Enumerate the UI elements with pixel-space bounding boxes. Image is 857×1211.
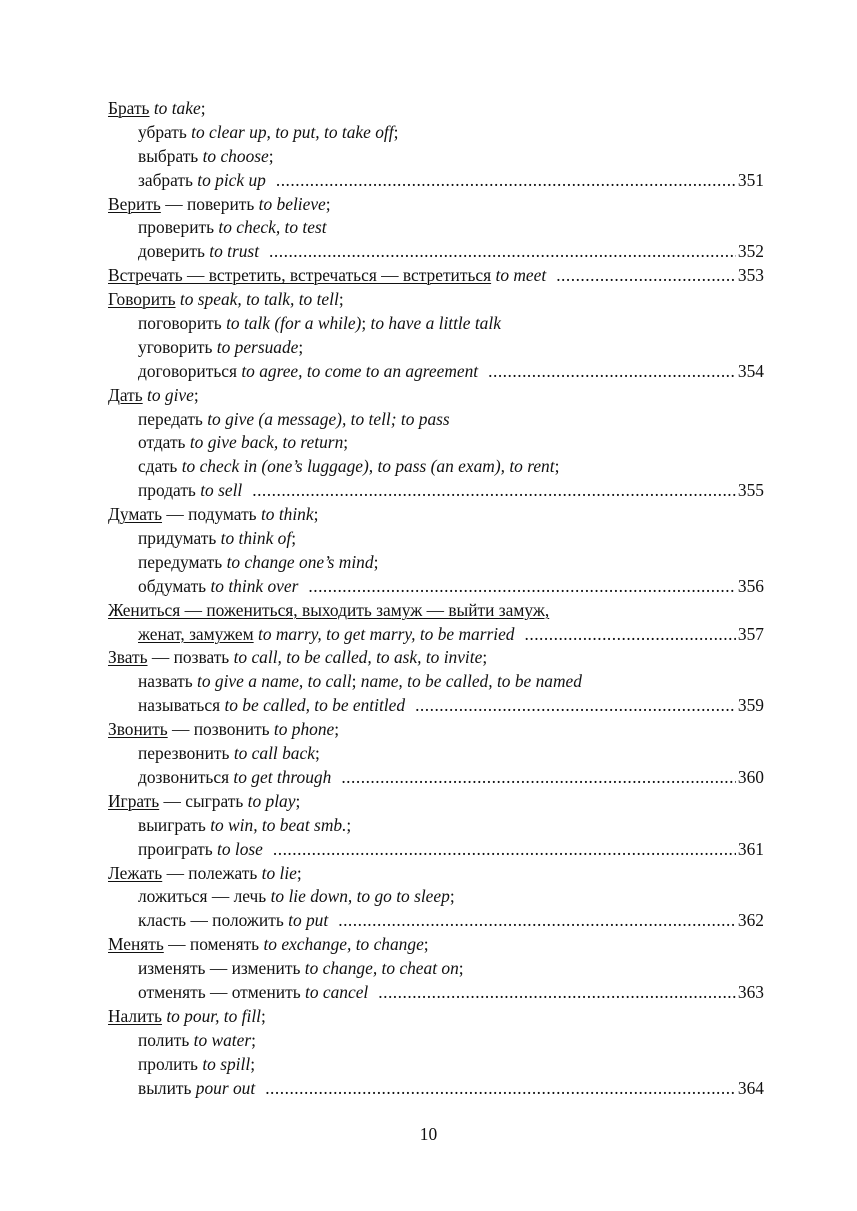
- entry-text: [138, 1053, 255, 1077]
- page-ref: 361: [737, 838, 764, 859]
- page-ref: 351: [737, 169, 764, 190]
- entry-text: [138, 957, 464, 981]
- translation: to lie down, to go to sleep: [270, 886, 450, 907]
- word: — позвонить: [167, 719, 274, 740]
- word: назвать: [138, 671, 198, 692]
- translation: pour out: [195, 1077, 256, 1098]
- translation: to persuade: [216, 336, 299, 357]
- word: ;: [361, 313, 371, 334]
- toc-entry: [108, 193, 764, 217]
- word: ;: [458, 958, 464, 979]
- entry-text: [108, 646, 487, 670]
- toc-subentry: [108, 1029, 764, 1053]
- toc-subentry: [108, 838, 764, 862]
- word: ;: [373, 551, 379, 572]
- toc-subentry: [108, 312, 764, 336]
- word: ;: [334, 719, 340, 740]
- translation: to give back, to return: [189, 432, 344, 453]
- table-of-contents: [108, 97, 764, 1100]
- entry-text: [138, 455, 559, 479]
- toc-subentry: [108, 145, 764, 169]
- word: ;: [261, 1005, 266, 1026]
- word: забрать: [138, 169, 198, 190]
- headword: Брать: [108, 98, 150, 118]
- toc-subentry: [108, 1077, 764, 1101]
- toc-subentry: [108, 670, 764, 694]
- word: — сыграть: [159, 790, 248, 811]
- translation: to pick up: [197, 169, 266, 190]
- toc-entry: [108, 718, 764, 742]
- dot-leader: [273, 838, 736, 862]
- translation: to think of: [220, 528, 292, 549]
- word: ;: [251, 1029, 256, 1050]
- entry-text: [138, 408, 450, 432]
- translation: name, to be called, to be named: [360, 671, 582, 692]
- word: ;: [314, 743, 320, 764]
- page-ref: 362: [737, 910, 764, 931]
- translation: to get through: [233, 766, 332, 787]
- toc-entry: [108, 288, 764, 312]
- toc-subentry: [108, 575, 764, 599]
- word: ;: [193, 384, 199, 405]
- word: пролить: [138, 1053, 203, 1074]
- word: передумать: [138, 551, 227, 572]
- entry-text: [138, 838, 263, 862]
- translation: to give: [147, 384, 194, 405]
- entry-text: [138, 479, 242, 503]
- headword: Говорить: [108, 289, 176, 310]
- toc-subentry: [108, 814, 764, 838]
- word: обдумать: [138, 575, 211, 596]
- word: поговорить: [138, 313, 227, 334]
- toc-subentry: [108, 431, 764, 455]
- word: ;: [268, 145, 274, 166]
- toc-subentry: [108, 766, 764, 790]
- page-ref: 359: [737, 695, 764, 716]
- word: ;: [291, 528, 297, 549]
- dot-leader: [338, 909, 736, 933]
- dot-leader: [525, 623, 736, 647]
- translation: to phone: [273, 719, 335, 740]
- word: ;: [554, 456, 560, 477]
- headword: Звать: [108, 647, 148, 668]
- translation: to clear up, to put, to take off: [191, 121, 394, 142]
- toc-subentry: [108, 240, 764, 264]
- entry-text: [138, 981, 368, 1005]
- word: ;: [393, 121, 399, 142]
- translation: to sell: [200, 480, 243, 501]
- word: изменять — изменить: [138, 958, 305, 979]
- entry-text: [138, 575, 298, 599]
- entry-text: [138, 431, 348, 455]
- dot-leader: [252, 479, 736, 503]
- word: ;: [482, 647, 488, 668]
- toc-entry: [108, 384, 764, 408]
- word: полить: [138, 1029, 194, 1050]
- toc-entry: [108, 933, 764, 957]
- word: договориться: [138, 360, 242, 381]
- word: — поверить: [160, 193, 259, 214]
- translation: to trust: [209, 241, 260, 262]
- entry-text: [138, 670, 582, 694]
- dot-leader: [269, 240, 736, 264]
- entry-text: [138, 336, 303, 360]
- toc-subentry: [108, 169, 764, 193]
- toc-entry: [108, 503, 764, 527]
- toc-subentry: [108, 551, 764, 575]
- translation: to change one’s mind: [226, 551, 374, 572]
- word: ;: [295, 790, 301, 811]
- word: — позвать: [147, 647, 234, 668]
- entry-text: [138, 145, 274, 169]
- entry-text: [108, 790, 300, 814]
- headword: женат, замужем: [138, 623, 254, 644]
- entry-text: [138, 885, 455, 909]
- translation: to call back: [233, 743, 315, 764]
- translation: to think: [260, 504, 314, 525]
- word: называться: [138, 695, 225, 716]
- toc-entry: [108, 264, 764, 288]
- toc-subentry: [108, 336, 764, 360]
- dot-leader: [488, 360, 736, 384]
- toc-entry: [108, 862, 764, 886]
- translation: to have a little talk: [370, 313, 501, 334]
- dot-leader: [276, 169, 736, 193]
- word: выиграть: [138, 814, 211, 835]
- entry-text: [138, 312, 501, 336]
- word: передать: [138, 408, 208, 429]
- page-ref: 353: [737, 265, 764, 286]
- page-ref: 364: [737, 1077, 764, 1098]
- translation: to check, to test: [218, 217, 327, 238]
- word: проиграть: [138, 838, 217, 859]
- translation: to lie: [261, 862, 297, 883]
- toc-subentry: [108, 981, 764, 1005]
- entry-text: [108, 718, 339, 742]
- word: ;: [449, 886, 455, 907]
- entry-text: [138, 121, 398, 145]
- toc-subentry: [108, 623, 764, 647]
- toc-entry: [108, 1005, 764, 1029]
- entry-text: [138, 527, 296, 551]
- toc-entry: [108, 97, 764, 121]
- dot-leader: [341, 766, 736, 790]
- toc-subentry: [108, 360, 764, 384]
- headword: Встречать — встретить, встречаться — встретиться: [108, 265, 492, 286]
- translation: to be called, to be entitled: [224, 695, 406, 716]
- toc-subentry: [108, 885, 764, 909]
- toc-subentry: [108, 216, 764, 240]
- entry-text: [138, 814, 351, 838]
- entry-text: [138, 216, 327, 240]
- entry-text: [138, 742, 320, 766]
- toc-subentry: [108, 909, 764, 933]
- translation: to marry, to get marry, to be married: [258, 623, 515, 644]
- translation: to win, to beat smb.: [210, 814, 347, 835]
- word: — подумать: [162, 504, 261, 525]
- entry-text: [108, 933, 429, 957]
- toc-entry: [108, 646, 764, 670]
- entry-text: [108, 193, 331, 217]
- toc-entry: [108, 790, 764, 814]
- word: ;: [296, 862, 302, 883]
- entry-text: [138, 694, 405, 718]
- headword: Налить: [108, 1005, 162, 1026]
- translation: to call, to be called, to ask, to invite: [233, 647, 483, 668]
- dot-leader: [556, 264, 736, 288]
- entry-text: [138, 909, 328, 933]
- page-ref: 354: [737, 360, 764, 381]
- translation: to pour, to fill: [166, 1005, 262, 1026]
- word: убрать: [138, 121, 192, 142]
- word: сдать: [138, 456, 182, 477]
- entry-text: [108, 503, 318, 527]
- headword: Верить: [108, 193, 161, 214]
- headword: Лежать: [108, 862, 163, 883]
- headword: Жениться — пожениться, выходить замуж — выйти замуж,: [108, 599, 550, 620]
- word: ложиться — лечь: [138, 886, 271, 907]
- headword: Менять: [108, 934, 164, 955]
- word: ;: [343, 432, 349, 453]
- headword: Дать: [108, 384, 143, 405]
- entry-text: [138, 623, 515, 647]
- page-ref: 355: [737, 480, 764, 501]
- translation: to check in (one’s luggage), to pass (an exam), to rent: [181, 456, 555, 477]
- translation: to agree, to come to an agreement: [241, 360, 479, 381]
- toc-subentry: [108, 957, 764, 981]
- word: ;: [313, 504, 319, 525]
- entry-text: [108, 599, 549, 623]
- page-ref: 356: [737, 575, 764, 596]
- entry-text: [138, 169, 266, 193]
- word: ;: [250, 1053, 256, 1074]
- word: ;: [351, 671, 361, 692]
- word: ;: [423, 934, 429, 955]
- entry-text: [138, 551, 378, 575]
- translation: to spill: [202, 1053, 251, 1074]
- word: ;: [338, 289, 344, 310]
- translation: to think over: [210, 575, 299, 596]
- toc-subentry: [108, 479, 764, 503]
- translation: to believe: [258, 193, 326, 214]
- headword: Звонить: [108, 719, 168, 740]
- translation: to give (a message), to tell; to pass: [207, 408, 450, 429]
- word: ;: [200, 98, 206, 118]
- toc-subentry: [108, 121, 764, 145]
- word: уговорить: [138, 336, 217, 357]
- word: класть — положить: [138, 910, 289, 931]
- dot-leader: [415, 694, 736, 718]
- entry-text: [108, 862, 302, 886]
- translation: to cancel: [305, 981, 369, 1002]
- toc-subentry: [108, 408, 764, 432]
- word: отменять — отменить: [138, 981, 305, 1002]
- translation: to take: [153, 98, 201, 118]
- word: придумать: [138, 528, 221, 549]
- word: вылить: [138, 1077, 196, 1098]
- translation: to talk (for a while): [226, 313, 362, 334]
- page-number: 10: [419, 1124, 438, 1144]
- page-ref: 357: [737, 623, 764, 644]
- dot-leader: [265, 1077, 736, 1101]
- headword: Играть: [108, 790, 160, 811]
- word: ;: [298, 336, 304, 357]
- headword: Думать: [108, 504, 163, 525]
- translation: to water: [193, 1029, 252, 1050]
- toc-entry: [108, 599, 764, 623]
- translation: to change, to cheat on: [304, 958, 459, 979]
- entry-text: [138, 766, 331, 790]
- translation: to exchange, to change: [263, 934, 424, 955]
- toc-subentry: [108, 1053, 764, 1077]
- translation: to give a name, to call: [197, 671, 352, 692]
- toc-subentry: [108, 694, 764, 718]
- entry-text: [108, 1005, 266, 1029]
- word: отдать: [138, 432, 190, 453]
- entry-text: [108, 264, 546, 288]
- word: — полежать: [162, 862, 262, 883]
- toc-subentry: [108, 527, 764, 551]
- word: доверить: [138, 241, 210, 262]
- entry-text: [138, 1029, 256, 1053]
- word: перезвонить: [138, 743, 234, 764]
- dot-leader: [308, 575, 736, 599]
- entry-text: [108, 384, 199, 408]
- page-ref: 363: [737, 981, 764, 1002]
- toc-subentry: [108, 742, 764, 766]
- word: ;: [346, 814, 352, 835]
- translation: to speak, to talk, to tell: [179, 289, 339, 310]
- page-ref: 360: [737, 766, 764, 787]
- translation: to lose: [216, 838, 263, 859]
- entry-text: [108, 97, 206, 121]
- word: дозвониться: [138, 766, 234, 787]
- dot-leader: [378, 981, 736, 1005]
- translation: to meet: [495, 265, 547, 286]
- entry-text: [108, 288, 344, 312]
- entry-text: [138, 240, 259, 264]
- word: ;: [325, 193, 331, 214]
- word: проверить: [138, 217, 219, 238]
- toc-subentry: [108, 455, 764, 479]
- entry-text: [138, 360, 478, 384]
- entry-text: [138, 1077, 255, 1101]
- word: продать: [138, 480, 201, 501]
- translation: to put: [288, 910, 329, 931]
- word: — поменять: [163, 934, 264, 955]
- word: выбрать: [138, 145, 203, 166]
- translation: to play: [247, 790, 296, 811]
- translation: to choose: [202, 145, 269, 166]
- page-ref: 352: [737, 241, 764, 262]
